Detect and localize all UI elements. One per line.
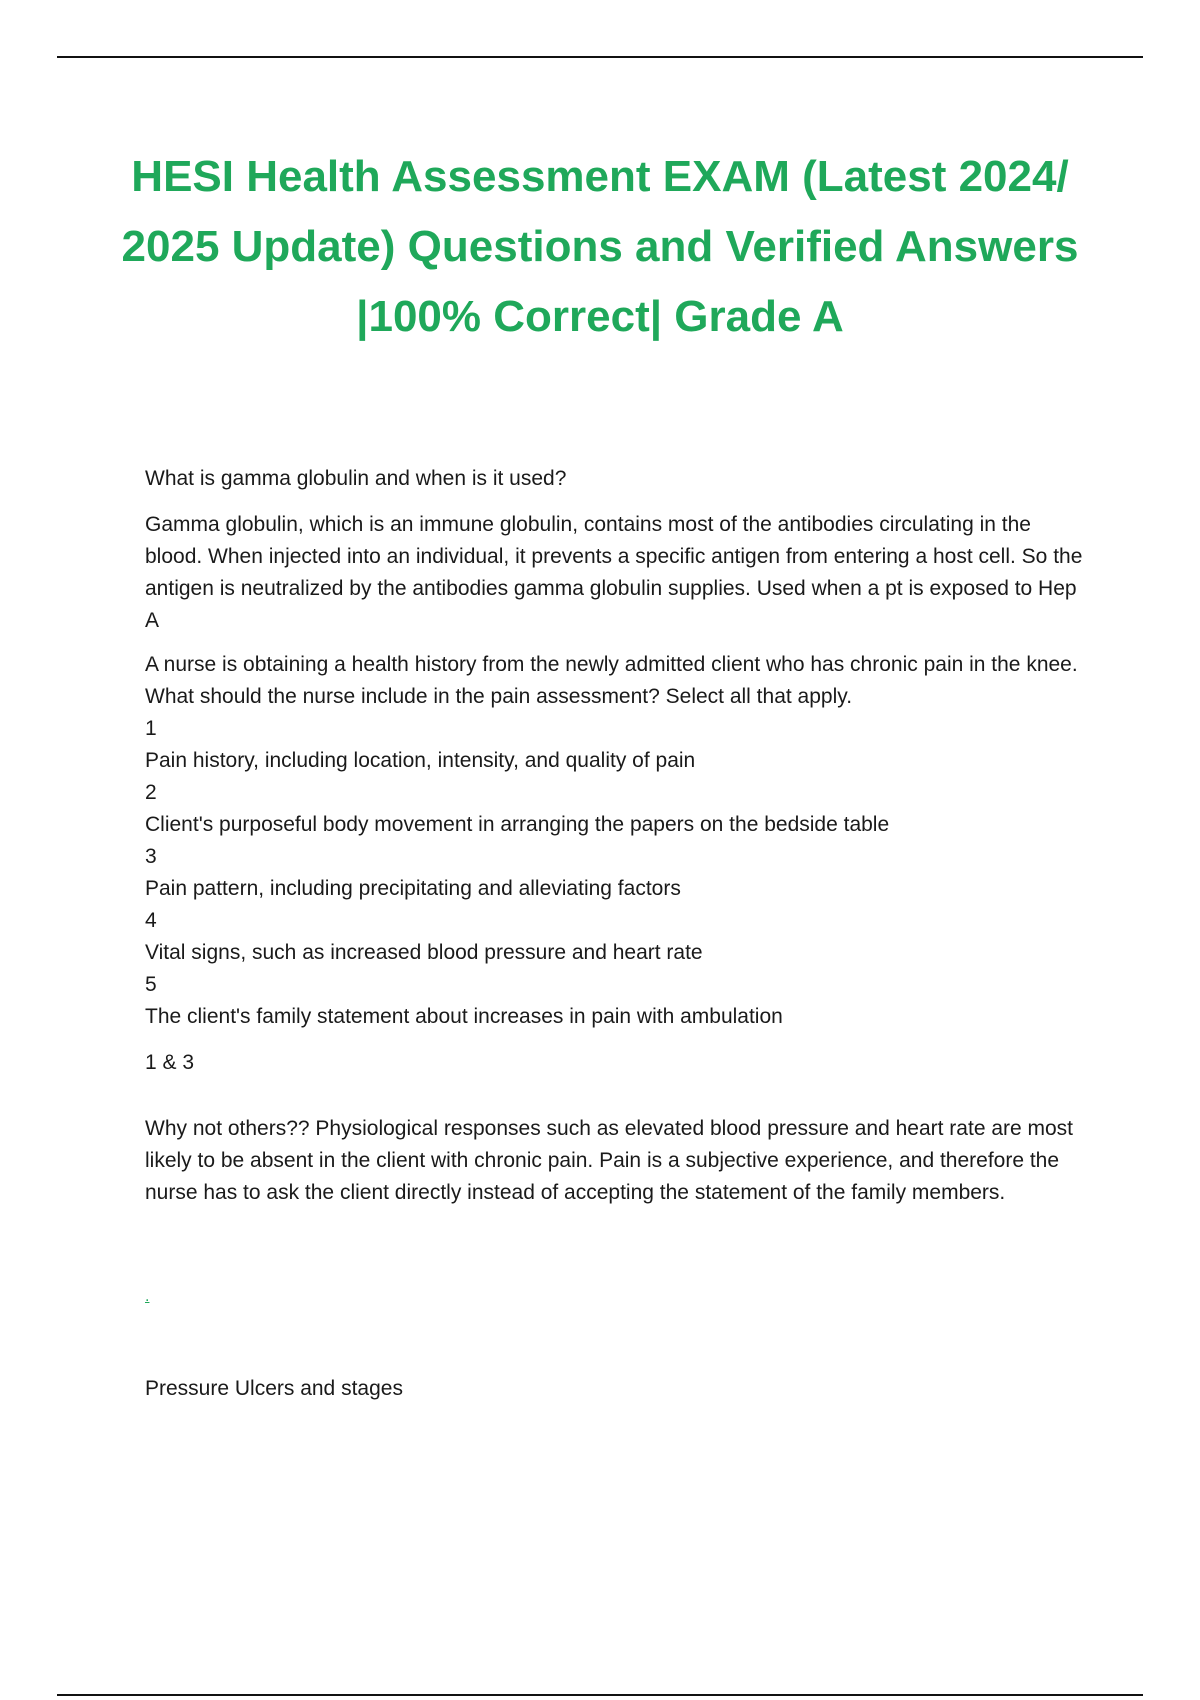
- option-text: Client's purposeful body movement in arranging the papers on the bedside table: [145, 813, 890, 836]
- top-rule: [57, 56, 1143, 58]
- option-list: [145, 713, 1090, 1033]
- option-number: 5: [145, 973, 157, 996]
- option-text: Vital signs, such as increased blood pressure and heart rate: [145, 941, 703, 964]
- answer-1: Gamma globulin, which is an immune globulin, contains most of the antibodies circulating in the blood. When injected into an individual, it prevents a specific antigen from entering a host cell. So the antigen is neutralized by the antibodies gamma globulin supplies. Used when a pt is exposed to Hep A: [145, 513, 1083, 632]
- option-number: 1: [145, 717, 157, 740]
- link-mark[interactable]: .: [145, 1288, 150, 1305]
- question-2: A nurse is obtaining a health history from the newly admitted client who has chronic pain in the knee. What should the nurse include in the pain assessment? Select all that apply.: [145, 653, 1078, 708]
- option-text: Pain history, including location, intensity, and quality of pain: [145, 749, 696, 772]
- bottom-rule: [57, 1694, 1143, 1696]
- option-text: The client's family statement about increases in pain with ambulation: [145, 1005, 783, 1028]
- answer-2: 1 & 3: [145, 1051, 195, 1074]
- option-number: 4: [145, 909, 157, 932]
- option-number: 2: [145, 781, 157, 804]
- next-question-heading: Pressure Ulcers and stages: [145, 1377, 403, 1400]
- option-number: 3: [145, 845, 157, 868]
- option-text: Pain pattern, including precipitating and alleviating factors: [145, 877, 681, 900]
- rationale-2: Why not others?? Physiological responses such as elevated blood pressure and heart rate are most likely to be absent in the client with chronic pain. Pain is a subjective experience, and therefore the nurse has to ask the client directly instead of accepting the statement of the family members.: [145, 1117, 1074, 1204]
- document-body: [145, 463, 1090, 1405]
- question-1: What is gamma globulin and when is it used?: [145, 467, 567, 490]
- document-title: HESI Health Assessment EXAM (Latest 2024/ 2025 Update) Questions and Verified Answers |100% Correct| Grade A: [121, 152, 1079, 341]
